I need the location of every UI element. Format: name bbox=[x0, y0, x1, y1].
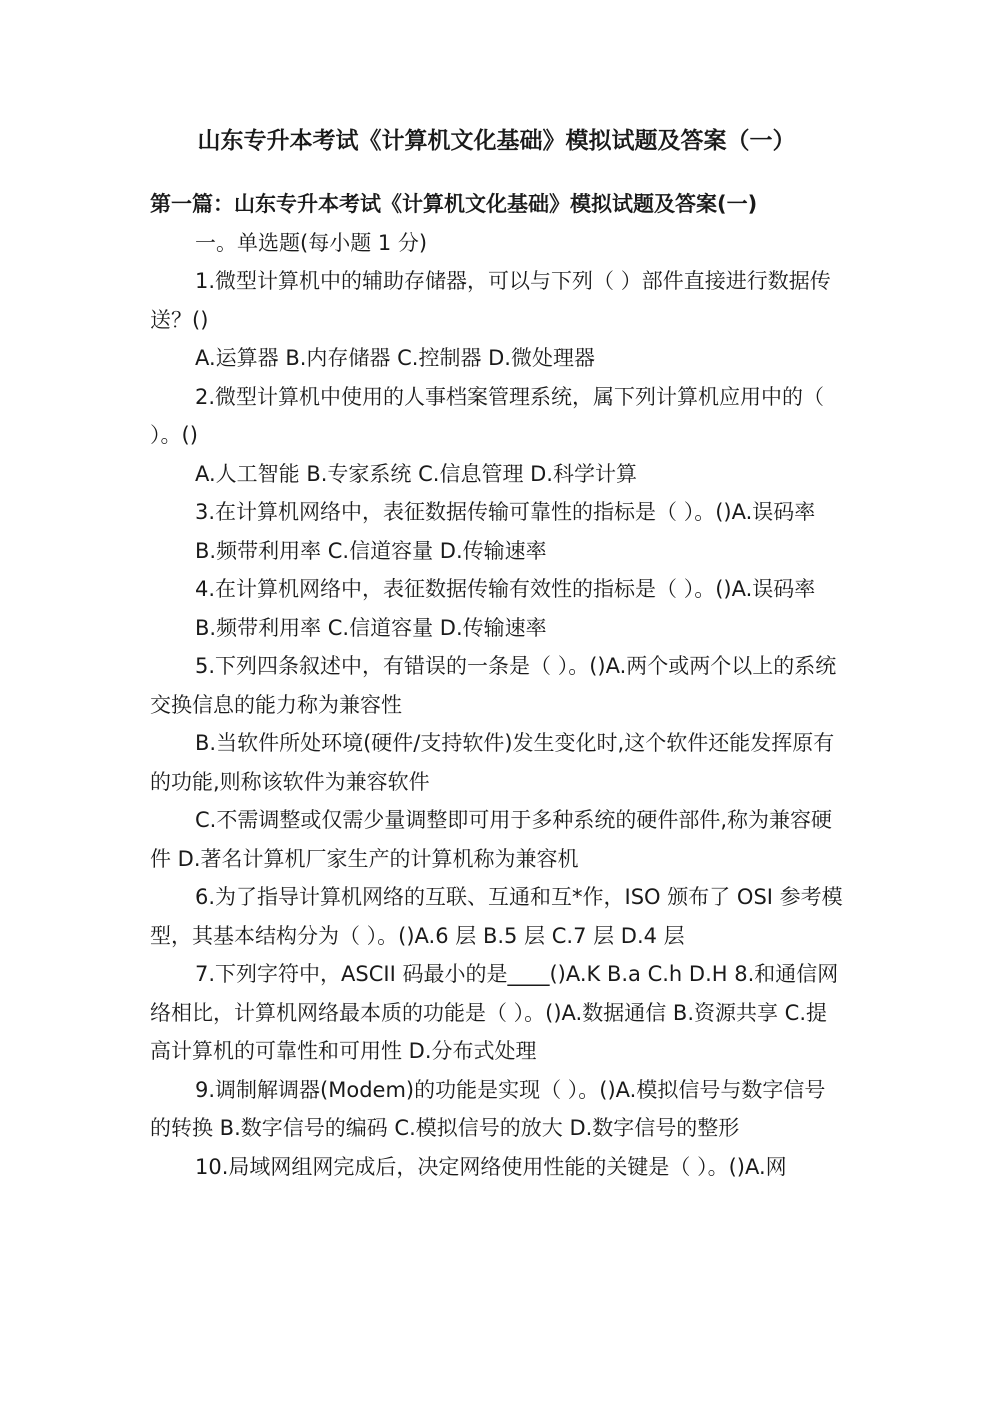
question-paragraph: 6.为了指导计算机网络的互联、互通和互*作，ISO 颁布了 OSI 参考模型，其基本结构分为（ ）。()A.6 层 B.5 层 C.7 层 D.4 层 bbox=[150, 885, 843, 948]
section-heading: 一。单选题(每小题 1 分) bbox=[195, 230, 428, 255]
document-title: 山东专升本考试《计算机文化基础》模拟试题及答案（一） bbox=[197, 128, 796, 154]
question-paragraph: 4.在计算机网络中，表征数据传输有效性的指标是（ ）。()A.误码率 bbox=[195, 577, 816, 601]
chapter-heading: 第一篇：山东专升本考试《计算机文化基础》模拟试题及答案(一) bbox=[150, 192, 758, 216]
question-paragraph: 3.在计算机网络中，表征数据传输可靠性的指标是（ ）。()A.误码率 bbox=[195, 500, 816, 524]
question-paragraph: 9.调制解调器(Modem)的功能是实现（ ）。()A.模拟信号与数字信号的转换 B.数字信号的编码 C.模拟信号的放大 D.数字信号的整形 bbox=[150, 1077, 826, 1140]
question-paragraph: 10.局域网组网完成后，决定网络使用性能的关键是（ ）。()A.网 bbox=[195, 1154, 787, 1179]
question-paragraph: 5.下列四条叙述中，有错误的一条是（ ）。()A.两个或两个以上的系统交换信息的能力称为兼容性 bbox=[150, 654, 837, 717]
options-paragraph: B.频带利用率 C.信道容量 D.传输速率 bbox=[195, 615, 547, 640]
options-paragraph: A.人工智能 B.专家系统 C.信息管理 D.科学计算 bbox=[195, 461, 637, 486]
options-paragraph: B.当软件所处环境(硬件/支持软件)发生变化时,这个软件还能发挥原有的功能,则称该软件为兼容软件 bbox=[150, 731, 835, 794]
question-paragraph: 7.下列字符中，ASCII 码最小的是____()A.K B.a C.h D.H 8.和通信网络相比，计算机网络最本质的功能是（ ）。()A.数据通信 B.资源共享 C.提高计算机的可靠性和可用性 D.分布式处理 bbox=[150, 962, 839, 1063]
question-paragraph: 1.微型计算机中的辅助存储器，可以与下列（ ）部件直接进行数据传送？() bbox=[150, 269, 831, 332]
options-paragraph: A.运算器 B.内存储器 C.控制器 D.微处理器 bbox=[195, 346, 595, 370]
document-body bbox=[150, 185, 845, 1186]
options-paragraph: C.不需调整或仅需少量调整即可用于多种系统的硬件部件,称为兼容硬件 D.著名计算机厂家生产的计算机称为兼容机 bbox=[150, 808, 833, 871]
question-paragraph: 2.微型计算机中使用的人事档案管理系统，属下列计算机应用中的（ ）。() bbox=[150, 384, 825, 447]
options-paragraph: B.频带利用率 C.信道容量 D.传输速率 bbox=[195, 538, 547, 563]
